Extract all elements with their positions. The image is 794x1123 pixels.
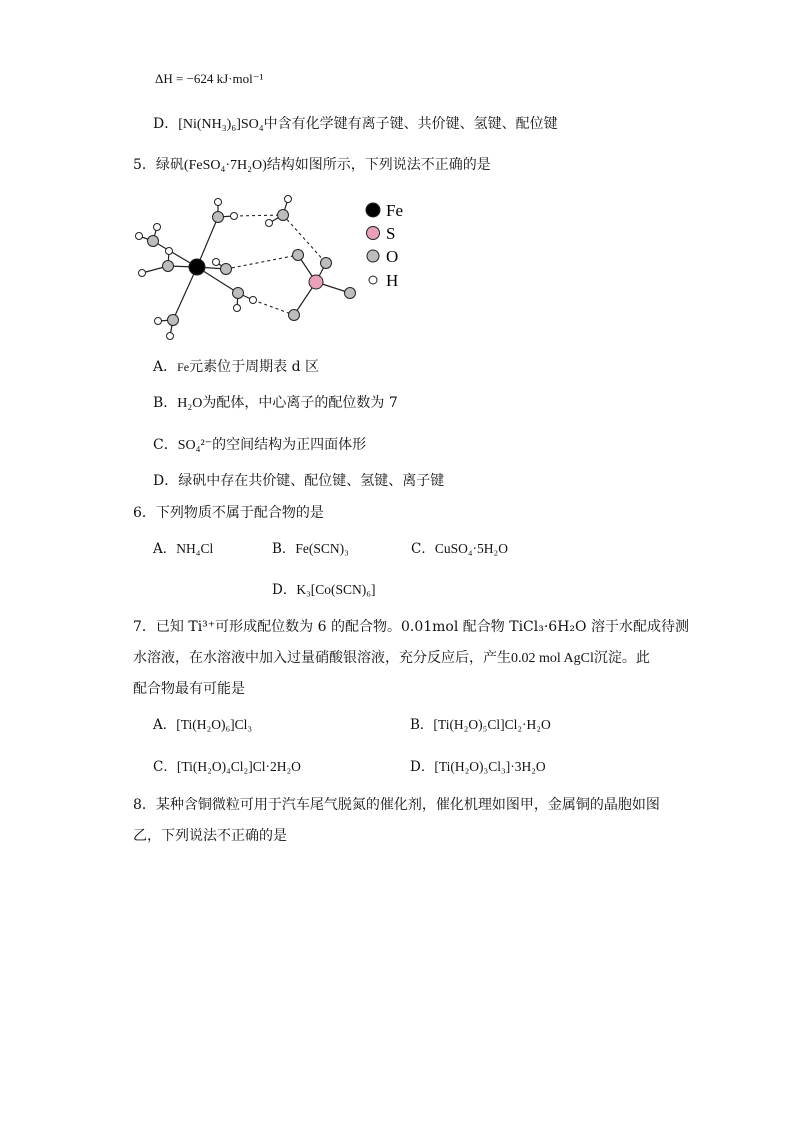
q8-stem-line1: 8．某种含铜微粒可用于汽车尾气脱氮的催化剂，催化机理如图甲，金属铜的晶胞如图 — [133, 797, 660, 813]
q8-stem-line2: 乙，下列说法不正确的是 — [133, 828, 287, 844]
q7-option-a[interactable] — [153, 716, 252, 734]
option-label: D． — [410, 759, 435, 775]
legend-h-label: H — [386, 271, 399, 290]
legend-s-label: S — [386, 224, 396, 243]
option-formula: CuSO₄·5H₂O — [434, 541, 509, 556]
q6-option-a[interactable] — [153, 540, 213, 558]
option-formula: SO₄²⁻ — [177, 438, 213, 453]
hydrogen-bonds — [226, 215, 326, 315]
q5-stem — [133, 156, 491, 175]
legend-s-marker — [367, 227, 380, 240]
option-label: B． — [153, 395, 178, 411]
stem-prefix: 5．绿矾 — [133, 157, 184, 173]
option-formula: Fe — [177, 360, 190, 374]
option-formula: H₂O — [177, 396, 203, 411]
sulfur-atom — [309, 275, 323, 289]
q5-option-c[interactable] — [153, 436, 366, 455]
q7-stem-line2 — [133, 649, 650, 668]
option-text: 中含有化学键有离子键、共价键、氢键、配位键 — [263, 116, 558, 132]
option-text: 绿矾中存在共价键、配位键、氢键、离子键 — [178, 473, 445, 489]
option-formula: [Ti(H₂O)₃Cl₃]·3H₂O — [434, 759, 546, 774]
q4-option-d[interactable] — [153, 115, 558, 134]
option-formula: [Ni(NH₃)₆]SO₄ — [178, 117, 264, 132]
enthalpy-formula: ΔH = −624 kJ·mol⁻¹ — [155, 71, 264, 86]
q7-stem-line1: 7．已知 Ti³⁺可形成配位数为 6 的配合物。0.01mol 配合物 TiCl₃·6H₂O 溶于水配成待测 — [133, 619, 689, 635]
option-text: 的空间结构为正四面体形 — [212, 437, 367, 453]
iron-atom — [189, 259, 205, 275]
option-formula: Fe(SCN)₃ — [295, 541, 349, 556]
option-label: D． — [153, 116, 179, 132]
q6-option-c[interactable] — [411, 540, 508, 558]
q6-stem: 6．下列物质不属于配合物的是 — [133, 505, 324, 521]
legend-o-marker — [367, 250, 379, 262]
option-label: B． — [272, 541, 296, 557]
option-label: A． — [153, 541, 177, 557]
q5-option-d[interactable] — [153, 472, 444, 490]
option-label: D． — [272, 582, 297, 598]
stem-text: 水溶液，在水溶液中加入过量硝酸银溶液，充分反应后，产生 — [133, 650, 511, 666]
legend-h-marker — [369, 276, 377, 284]
stem-formula: 0.02 mol AgCl — [511, 651, 594, 666]
stem-formula: (FeSO₄·7H₂O) — [183, 158, 267, 173]
option-label: A． — [153, 717, 177, 733]
legend-fe-marker — [366, 203, 380, 217]
option-label: B． — [410, 717, 434, 733]
legend-fe-label: Fe — [386, 201, 403, 220]
q6-option-b[interactable] — [272, 540, 349, 558]
q7-stem-line3: 配合物最有可能是 — [133, 681, 245, 697]
q7-option-b[interactable] — [410, 716, 551, 734]
option-formula: [Ti(H₂O)₅Cl]Cl₂·H₂O — [433, 717, 551, 732]
option-formula: [Ti(H₂O)₆]Cl₃ — [176, 717, 253, 732]
option-formula: NH₄Cl — [176, 541, 214, 556]
q5-option-b[interactable] — [153, 394, 398, 413]
legend — [366, 201, 403, 290]
option-text: 元素位于周期表 d 区 — [189, 359, 319, 375]
option-label: C． — [153, 437, 178, 453]
option-formula: [Ti(H₂O)₄Cl₂]Cl·2H₂O — [176, 759, 301, 774]
atoms — [136, 196, 356, 340]
stem-suffix: 结构如图所示，下列说法不正确的是 — [266, 157, 491, 173]
q5-option-a[interactable] — [153, 358, 319, 376]
ferrous-sulfate-structure-diagram — [130, 190, 430, 340]
legend-o-label: O — [386, 247, 399, 266]
option-label: C． — [153, 759, 177, 775]
q7-option-c[interactable] — [153, 758, 301, 776]
stem-text: 沉淀。此 — [593, 650, 650, 666]
option-label: C． — [411, 541, 435, 557]
q7-option-d[interactable] — [410, 758, 546, 776]
option-label: A． — [153, 359, 178, 375]
option-label: D． — [153, 473, 179, 489]
option-formula: K₃[Co(SCN)₆] — [296, 582, 376, 597]
option-text: 为配体，中心离子的配位数为 7 — [202, 395, 398, 411]
q6-option-d[interactable] — [272, 581, 376, 599]
